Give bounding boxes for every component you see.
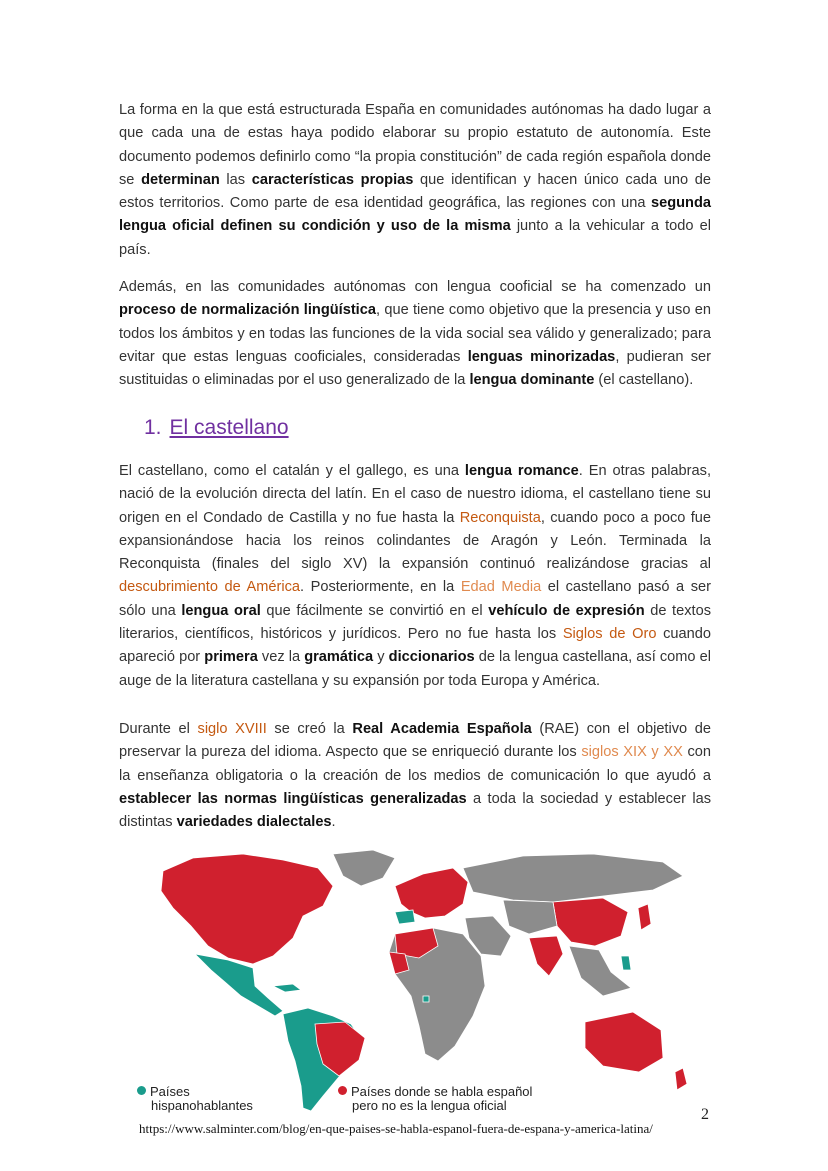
legend-label: Países donde se habla español — [351, 1084, 533, 1099]
text-run: a toda la sociedad y establecer las distintas — [119, 790, 711, 831]
text-run: . En otras palabras, nació de la evolución directa del latín. En el caso de nuestro idioma, el castellano tiene su origen en el Condado de Castilla y no fue hasta la — [119, 463, 711, 526]
text-run: . Posteriormente, en la — [300, 579, 461, 596]
text-run: La forma en la que está estructurada España en comunidades autónomas ha dado lugar a que cada una de estas haya podido elaborar su propio estatuto de autonomía. Este documento podemos definirlo como “la propia constitución” de cada región española donde se — [119, 102, 711, 188]
highlight-link[interactable]: descubrimiento de América — [119, 579, 300, 596]
bold-term: gramática — [304, 649, 374, 666]
bold-term: proceso de normalización lingüística — [119, 302, 376, 319]
legend-label: Países — [150, 1084, 190, 1099]
text-run: Durante el — [119, 721, 198, 737]
page-number: 2 — [701, 1106, 709, 1123]
text-run: , pudieran ser sustituidas o eliminadas por el uso generalizado de la — [119, 348, 711, 389]
text-run: , que tiene como objetivo que la presencia y uso en todos los ámbitos y en todas las funciones de la vida social sea válido y generalizado; para evitar que estas lenguas cooficiales, consideradas — [119, 302, 711, 365]
text-run: Además, en las comunidades autónomas con lengua cooficial se ha comenzado un — [119, 279, 711, 295]
text-run: (el castellano). — [594, 372, 694, 389]
text-run: junto a la vehicular a todo el país. — [119, 218, 711, 258]
legend-hispanic — [137, 1085, 253, 1113]
source-url[interactable]: https://www.salminter.com/blog/en-que-paises-se-habla-espanol-fuera-de-espana-y-america-latina/ — [139, 1121, 653, 1136]
bold-term: vehículo de expresión — [488, 602, 645, 619]
highlight-link[interactable]: siglos XIX y XX — [581, 744, 683, 761]
heading-number: 1. — [144, 416, 162, 439]
paragraph-castellano — [119, 460, 711, 693]
legend-label: hispanohablantes — [151, 1098, 253, 1113]
legend-label: pero no es la lengua oficial — [352, 1098, 507, 1113]
world-map — [133, 846, 693, 1116]
bold-term: Real Academia Española — [352, 721, 532, 737]
bold-term: lengua oral — [181, 602, 261, 619]
highlight-link[interactable]: Edad Media — [460, 579, 542, 596]
philippines-shape — [621, 956, 631, 970]
highlight-link[interactable]: siglo XVIII — [197, 721, 267, 737]
bold-term: diccionarios — [388, 649, 475, 666]
highlight-link[interactable]: Reconquista — [459, 509, 541, 526]
text-run: cuando apareció por — [119, 626, 711, 666]
highlight-link[interactable]: Siglos de Oro — [562, 626, 657, 643]
text-run: de la lengua castellana, así como el auge de la literatura castellana y su expansión por toda Europa y América. — [119, 649, 712, 689]
section-heading — [144, 416, 289, 440]
text-run: las — [219, 171, 252, 188]
bold-term: lengua dominante — [469, 372, 595, 389]
spain-shape — [395, 910, 415, 924]
bold-term: segunda lengua oficial definen su condición y uso de la misma — [119, 195, 711, 235]
bold-term: primera — [204, 649, 258, 666]
bold-term: variedades dialectales — [176, 814, 332, 831]
text-run: que identifican y hacen único cada uno de estos territorios. Como parte de esa identidad geográfica, las regiones con una — [119, 171, 712, 212]
text-run: se creó la — [266, 721, 353, 737]
text-run: que fácilmente se convirtió en el — [260, 602, 489, 619]
text-run: con la enseñanza obligatoria o la creación de los medios de comunicación lo que ayudó a — [119, 744, 712, 784]
red-dot-icon — [338, 1086, 347, 1095]
bold-term: características propias — [251, 171, 414, 188]
text-run: de textos literarios, científicos, históricos y jurídicos. Pero no fue hasta los — [119, 602, 711, 643]
bold-term: lenguas minorizadas — [467, 348, 616, 365]
legend-spoken — [338, 1085, 532, 1113]
text-run: (RAE) con el objetivo de preservar la pureza del idioma. Aspecto que se enriqueció durante los — [119, 721, 711, 761]
teal-dot-icon — [137, 1086, 146, 1095]
equatorial-guinea-shape — [423, 996, 429, 1002]
paragraph-normalizacion — [119, 276, 711, 392]
text-run: vez la — [257, 649, 305, 666]
bold-term: establecer las normas lingüísticas generalizadas — [119, 790, 467, 807]
text-run: , cuando poco a poco fue expansionándose hacia los reinos colindantes de Aragón y León. Terminada la Reconquista (finales del siglo XV) la expansión continuó realizándose gracias al — [119, 509, 711, 573]
paragraph-autonomias — [119, 99, 711, 262]
text-run: El castellano, como el catalán y el gallego, es una — [119, 463, 465, 479]
bold-term: lengua romance — [464, 463, 579, 479]
text-run: y — [373, 649, 389, 666]
heading-title[interactable]: El castellano — [169, 416, 289, 439]
text-run: el castellano pasó a ser sólo una — [119, 579, 711, 619]
paragraph-rae — [119, 718, 711, 834]
text-run: . — [331, 814, 336, 831]
bold-term: determinan — [141, 171, 220, 188]
